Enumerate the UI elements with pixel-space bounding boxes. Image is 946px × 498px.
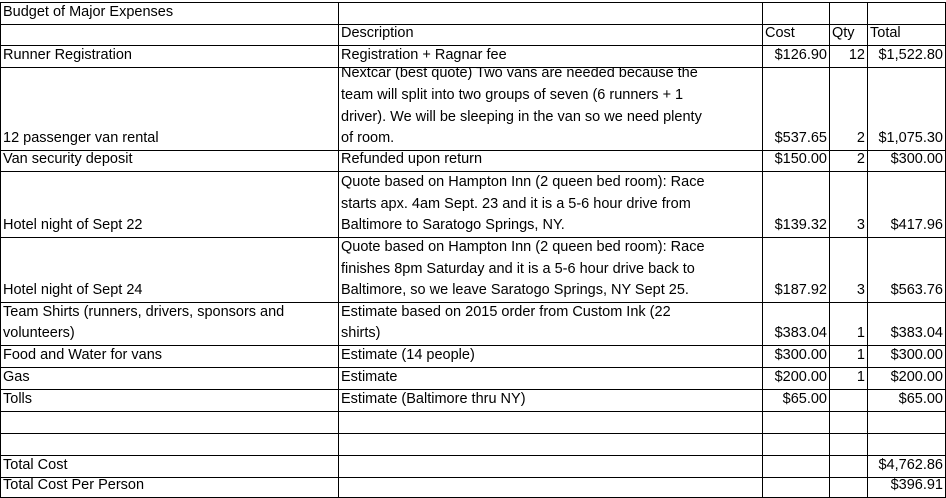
- total-cell[interactable]: $1,075.30: [878, 130, 943, 147]
- qty-cell[interactable]: 12: [848, 47, 865, 64]
- cost-cell[interactable]: $537.65: [774, 130, 827, 147]
- description-cell[interactable]: [338, 237, 762, 302]
- cell-line: Registration + Ragnar fee: [341, 47, 507, 64]
- cell-line: team will split into two groups of seven (6 runners + 1: [341, 86, 684, 103]
- item-cell[interactable]: [0, 302, 338, 345]
- qty-cell[interactable]: 1: [856, 347, 865, 364]
- cell-line: Van security deposit: [3, 151, 133, 168]
- total-cell[interactable]: $65.00: [898, 391, 943, 408]
- cell-line: driver). We will be sleeping in the van so we need plenty: [341, 108, 702, 125]
- cost-cell[interactable]: [762, 433, 829, 455]
- qty-cell[interactable]: 2: [856, 130, 865, 147]
- total-cell[interactable]: $200.00: [890, 369, 943, 386]
- header-cost: Cost: [765, 25, 795, 42]
- description-cell[interactable]: [338, 389, 762, 411]
- cell-line: Team Shirts (runners, drivers, sponsors and: [3, 303, 285, 320]
- item-cell[interactable]: [0, 67, 338, 150]
- total-cell[interactable]: $300.00: [890, 151, 943, 168]
- cell-line: Hotel night of Sept 24: [3, 282, 143, 299]
- header-qty: Qty: [832, 25, 855, 42]
- cost-cell[interactable]: $150.00: [774, 151, 827, 168]
- cell-line: Estimate (Baltimore thru NY): [341, 391, 526, 408]
- qty-cell[interactable]: [829, 389, 867, 411]
- cost-cell[interactable]: $187.92: [774, 282, 827, 299]
- cell-line: starts apx. 4am Sept. 23 and it is a 5-6 hour drive from: [341, 195, 691, 212]
- total-cell[interactable]: $417.96: [890, 217, 943, 234]
- cell-line: Baltimore, so we leave Saratogo Springs, NY Sept 25.: [341, 282, 689, 299]
- total-cell[interactable]: $300.00: [890, 347, 943, 364]
- description-cell[interactable]: [338, 345, 762, 367]
- total-cell[interactable]: $383.04: [890, 325, 943, 342]
- cell-line: finishes 8pm Saturday and it is a 5-6 hour drive back to: [341, 260, 695, 277]
- qty-cell[interactable]: 2: [856, 151, 865, 168]
- cell-line: Refunded upon return: [341, 151, 483, 168]
- description-cell[interactable]: [338, 302, 762, 345]
- cost-cell[interactable]: $383.04: [774, 325, 827, 342]
- qty-cell[interactable]: 3: [856, 282, 865, 299]
- cell-line: Hotel night of Sept 22: [3, 217, 143, 234]
- total-cell[interactable]: $563.76: [890, 282, 943, 299]
- cost-cell[interactable]: [762, 411, 829, 433]
- description-cell[interactable]: [338, 411, 762, 433]
- item-cell[interactable]: [0, 171, 338, 237]
- description-cell[interactable]: [338, 67, 762, 150]
- item-cell[interactable]: [0, 345, 338, 367]
- description-cell[interactable]: [338, 171, 762, 237]
- sheet-title: Budget of Major Expenses: [3, 4, 174, 21]
- total-cell[interactable]: [867, 433, 945, 455]
- qty-cell[interactable]: 3: [856, 217, 865, 234]
- description-cell[interactable]: [338, 433, 762, 455]
- description-cell[interactable]: [338, 45, 762, 67]
- item-cell[interactable]: [0, 389, 338, 411]
- total-cell[interactable]: $1,522.80: [878, 47, 943, 64]
- cell-line: Quote based on Hampton Inn (2 queen bed room): Race: [341, 173, 705, 190]
- description-cell[interactable]: [338, 150, 762, 171]
- cell-line: of room.: [341, 130, 395, 147]
- summary-total[interactable]: $396.91: [890, 477, 943, 494]
- qty-cell[interactable]: [829, 411, 867, 433]
- cell-line: shirts): [341, 325, 381, 342]
- cost-cell[interactable]: $139.32: [774, 217, 827, 234]
- qty-cell[interactable]: 1: [856, 325, 865, 342]
- cell-line: volunteers): [3, 325, 75, 342]
- cell-line: Baltimore to Saratogo Springs, NY.: [341, 217, 565, 234]
- cell-line: Estimate based on 2015 order from Custom Ink (22: [341, 303, 671, 320]
- item-cell[interactable]: [0, 45, 338, 67]
- item-cell[interactable]: [0, 367, 338, 389]
- total-cell[interactable]: [867, 411, 945, 433]
- cell-line: Estimate (14 people): [341, 347, 475, 364]
- summary-label: Total Cost Per Person: [3, 477, 145, 494]
- qty-cell[interactable]: [829, 433, 867, 455]
- cell-line: Nextcar (best quote) Two vans are needed because the: [341, 67, 698, 82]
- item-cell[interactable]: [0, 150, 338, 171]
- cell-line: Quote based on Hampton Inn (2 queen bed room): Race: [341, 238, 705, 255]
- cost-cell[interactable]: $200.00: [774, 369, 827, 386]
- item-cell[interactable]: [0, 433, 338, 455]
- summary-total[interactable]: $4,762.86: [878, 457, 943, 474]
- description-cell[interactable]: [338, 367, 762, 389]
- cell-line: Tolls: [3, 391, 33, 408]
- cell-line: Runner Registration: [3, 47, 132, 64]
- cost-cell[interactable]: $65.00: [782, 391, 827, 408]
- item-cell[interactable]: [0, 411, 338, 433]
- cell-line: Estimate: [341, 369, 398, 386]
- header-total: Total: [870, 25, 901, 42]
- summary-label: Total Cost: [3, 457, 68, 474]
- cell-line: Gas: [3, 369, 30, 386]
- cell-line: Food and Water for vans: [3, 347, 163, 364]
- item-cell[interactable]: [0, 237, 338, 302]
- header-description: Description: [341, 25, 414, 42]
- cost-cell[interactable]: $300.00: [774, 347, 827, 364]
- cell-line: 12 passenger van rental: [3, 130, 159, 147]
- cost-cell[interactable]: $126.90: [774, 47, 827, 64]
- qty-cell[interactable]: 1: [856, 369, 865, 386]
